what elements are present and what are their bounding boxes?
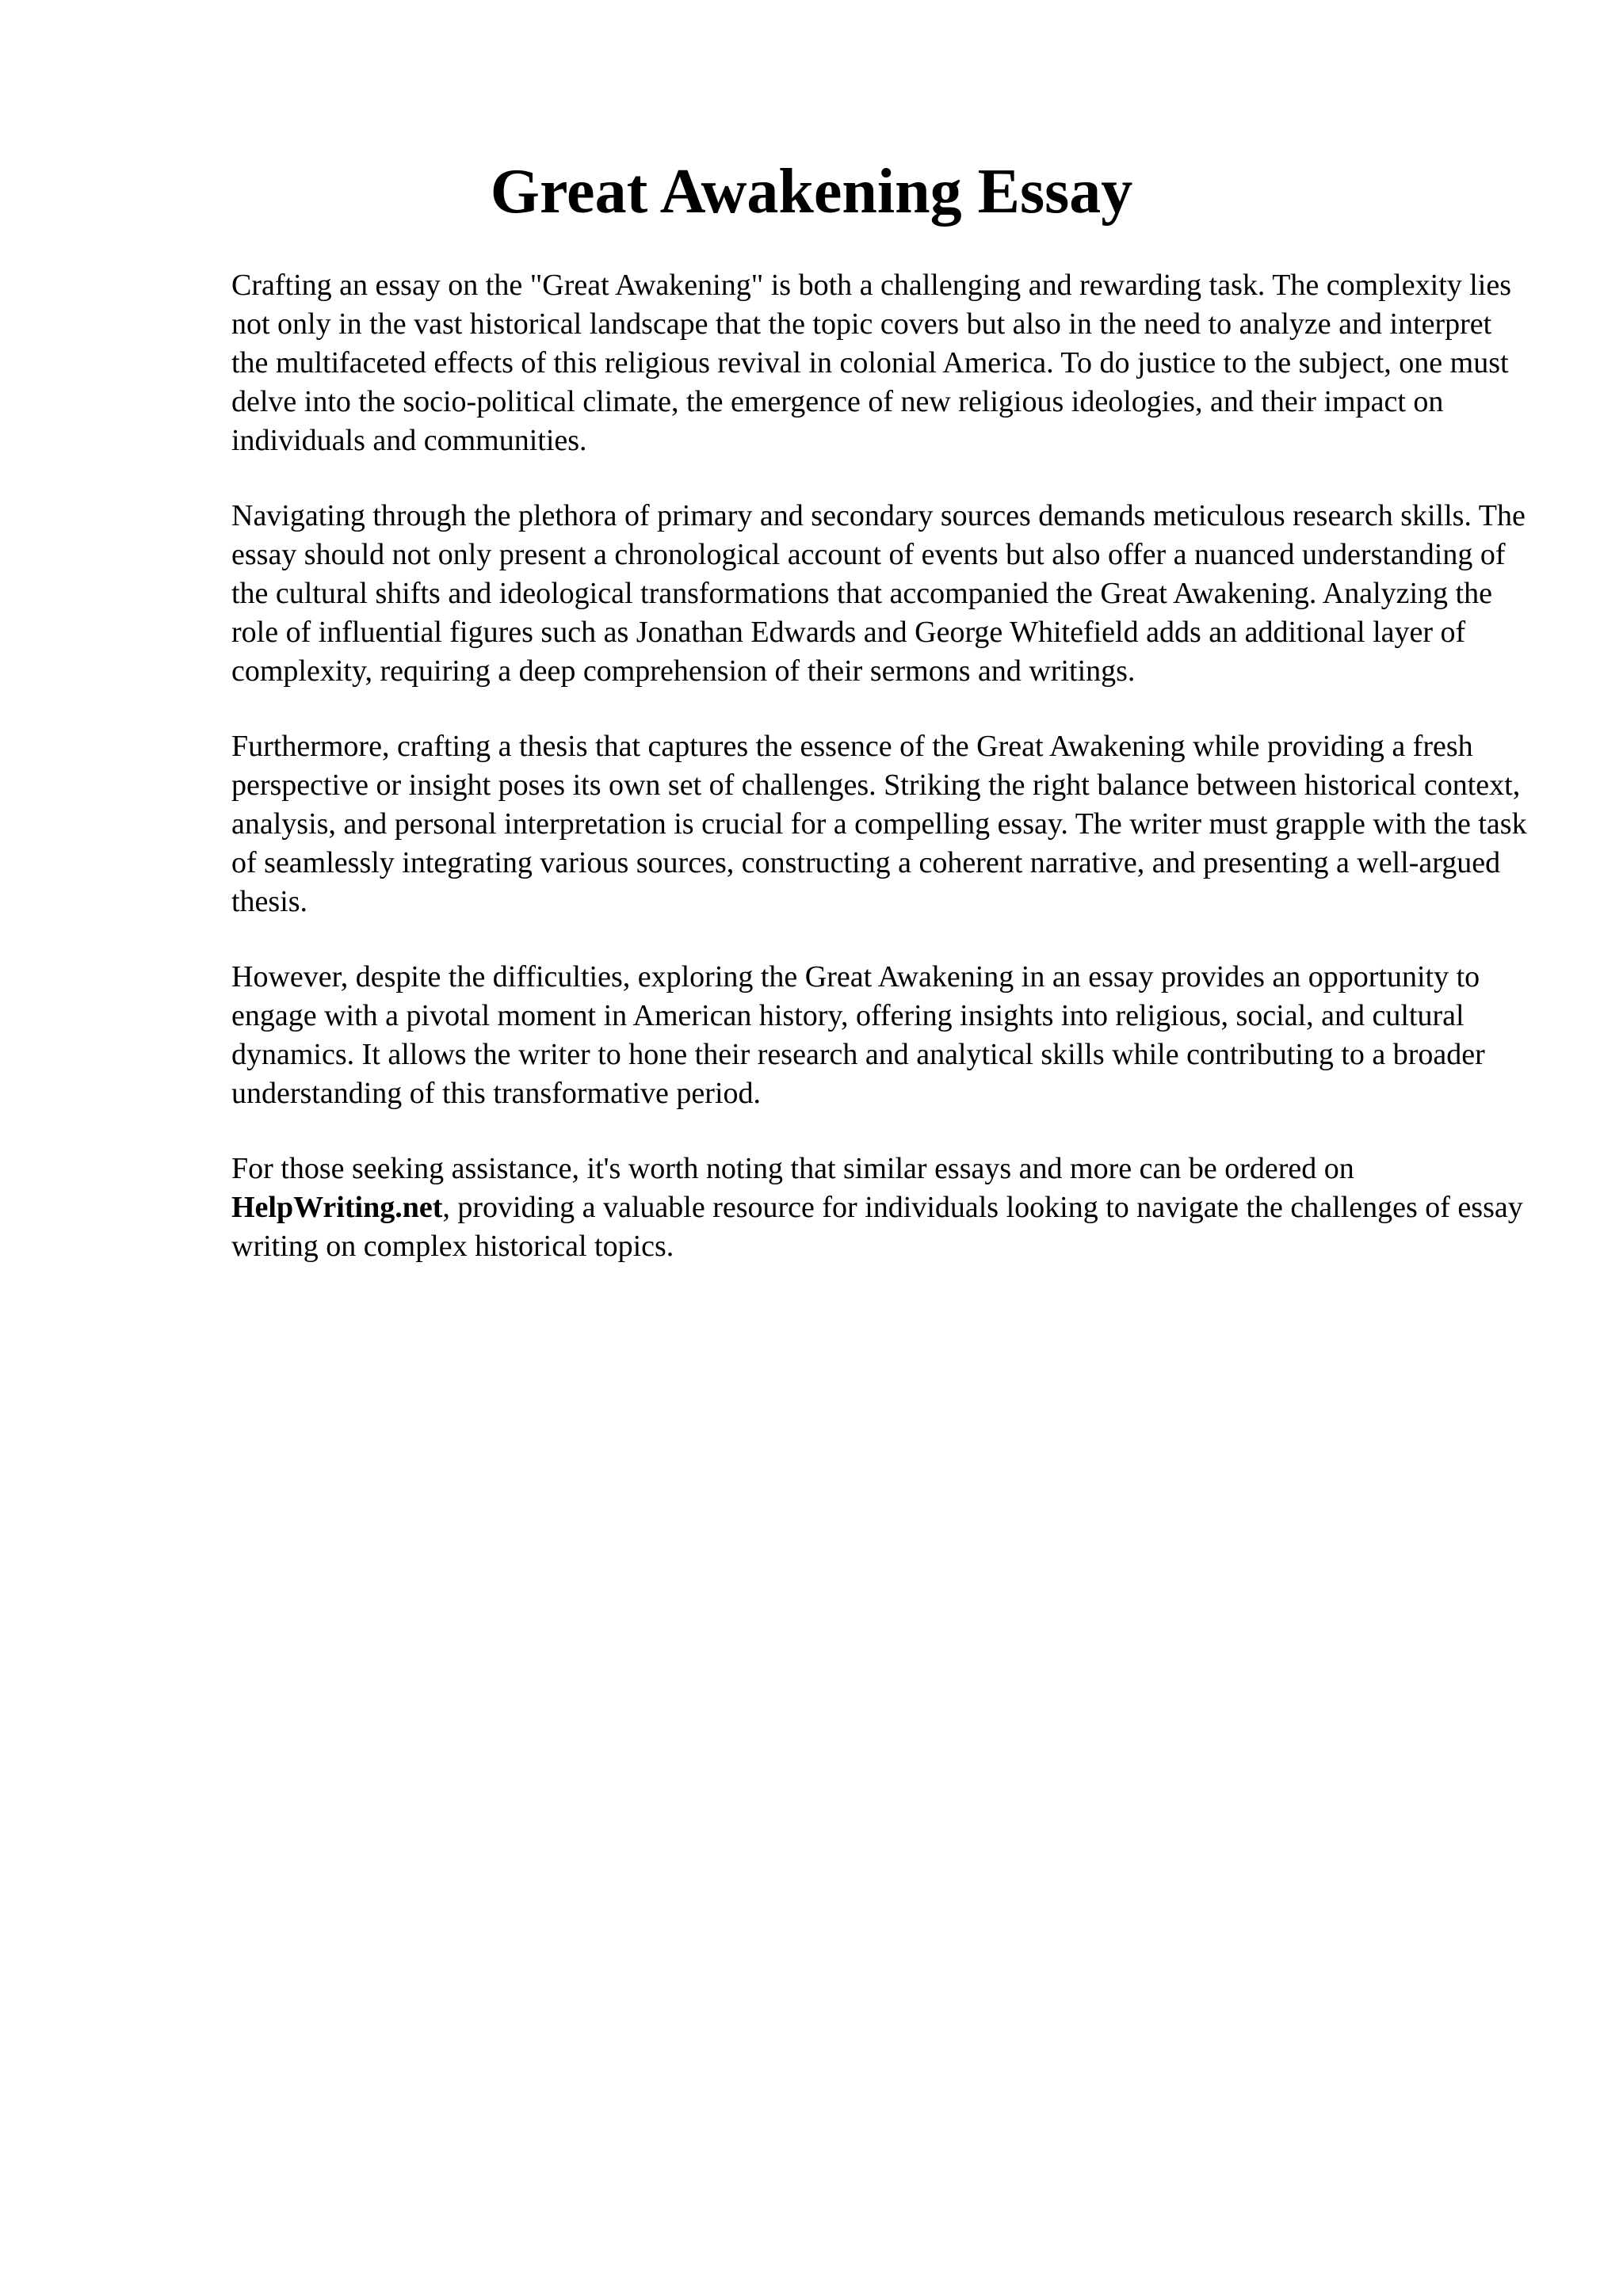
brand-name: HelpWriting.net [231, 1191, 443, 1224]
document-body [231, 266, 1531, 1302]
paragraph-3: Furthermore, crafting a thesis that captures the essence of the Great Awakening while providing a fresh perspective or insight poses its own set of challenges. Striking the right balance between historical context, analysis, and personal interpretation is crucial for a compelling essay. The writer must grapple with the task of seamlessly integrating various sources, constructing a coherent narrative, and presenting a well-argued thesis. [231, 730, 1527, 918]
paragraph-1: Crafting an essay on the "Great Awakening" is both a challenging and rewarding task. The complexity lies not only in the vast historical landscape that the topic covers but also in the need to analyze and interpret the multifaceted effects of this religious revival in colonial America. To do justice to the subject, one must delve into the socio-political climate, the emergence of new religious ideologies, and their impact on individuals and communities. [231, 269, 1512, 457]
closing-text-before: For those seeking assistance, it's worth noting that similar essays and more can be ordered on [231, 1152, 1354, 1185]
paragraph-4: However, despite the difficulties, exploring the Great Awakening in an essay provides an opportunity to engage with a pivotal moment in American history, offering insights into religious, social, and cultural dynamics. It allows the writer to hone their research and analytical skills while contributing to a broader understanding of this transformative period. [231, 960, 1485, 1110]
document-title: Great Awakening Essay [490, 157, 1133, 227]
closing-paragraph [231, 1150, 1531, 1266]
closing-text-after: , providing a valuable resource for individuals looking to navigate the challenges of essay writing on complex historical topics. [231, 1191, 1523, 1263]
paragraph-2: Navigating through the plethora of primary and secondary sources demands meticulous research skills. The essay should not only present a chronological account of events but also offer a nuanced understanding of the cultural shifts and ideological transformations that accompanied the Great Awakening. Analyzing the role of influential figures such as Jonathan Edwards and George Whitefield adds an additional layer of complexity, requiring a deep comprehension of their sermons and writings. [231, 499, 1526, 688]
